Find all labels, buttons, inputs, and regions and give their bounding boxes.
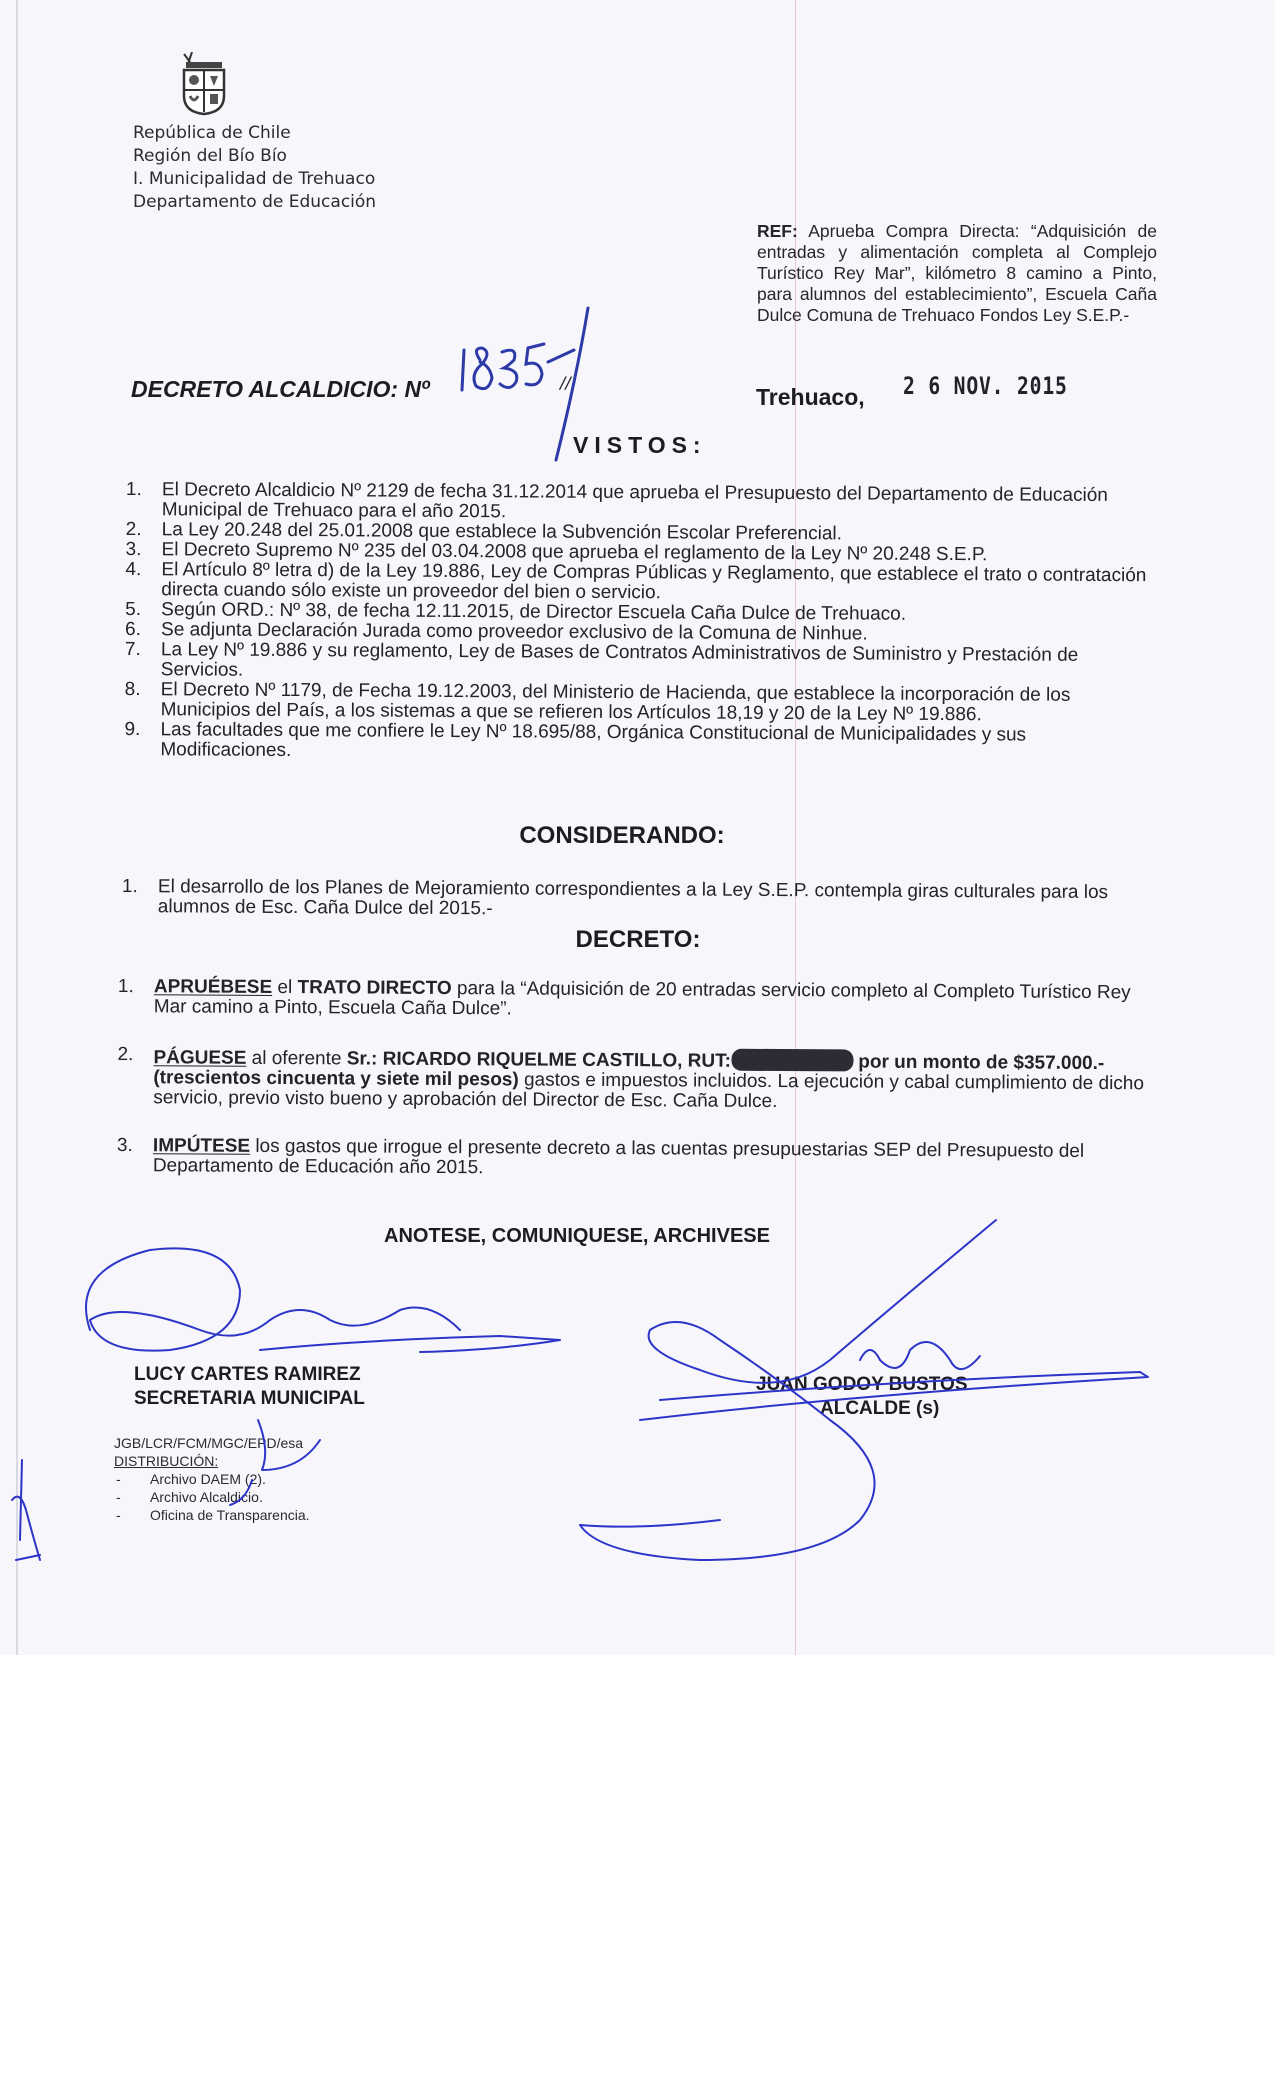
institution-header <box>133 122 376 214</box>
list-item: - Oficina de Transparencia. <box>114 1506 310 1524</box>
list-item: 8. El Decreto Nº 1179, de Fecha 19.12.2003, del Ministerio de Hacienda, que establece la incorporación de los Municipios del País, a los sistemas a que se refieren los Artículos 18,19 y 20 de la Ley Nº 19.886. <box>124 678 1071 726</box>
redacted-rut <box>731 1049 853 1072</box>
vistos-list <box>124 480 1150 766</box>
signature-stroke-right-underline <box>640 1372 1148 1420</box>
considerando-title: CONSIDERANDO: <box>519 822 725 849</box>
list-item: - Archivo Alcaldicio. <box>114 1488 310 1506</box>
considerando-list <box>122 877 1152 923</box>
decreto-list <box>117 977 1154 1210</box>
signer-name: LUCY CARTES RAMIREZ <box>134 1364 361 1385</box>
signature-stroke-left <box>86 1248 460 1350</box>
ref-text: Aprueba Compra Directa: “Adquisición de entradas y alimentación completa al Complejo Turístico Rey Mar”, kilómetro 8 camino a Pinto, para alumnos del establecimiento”, Escuela Caña Dulce Comuna de Trehuaco Fondos Ley S.E.P.- <box>757 221 1157 325</box>
initials: JGB/LCR/FCM/MGC/EPD/esa <box>114 1435 304 1451</box>
header-line: Departamento de Educación <box>133 192 377 212</box>
signer-title: SECRETARIA MUNICIPAL <box>134 1388 365 1409</box>
handwritten-signatures <box>0 1180 1275 1600</box>
header-line: República de Chile <box>133 123 291 143</box>
ref-label: REF: <box>757 221 798 241</box>
list-item: 2. La Ley 20.248 del 25.01.2008 que establece la Subvención Escolar Preferencial. <box>125 518 843 545</box>
signature-stroke-right-flourish <box>860 1342 980 1369</box>
signature-small-mark <box>230 1480 252 1505</box>
list-item: 1. El Decreto Alcaldicio Nº 2129 de fecha 31.12.2014 que aprueba el Presupuesto del Departamento de Educación Municipal de Trehuaco para el año 2015. <box>125 479 1108 523</box>
list-item: 6. Se adjunta Declaración Jurada como proveedor exclusivo de la Comuna de Ninhue. <box>125 618 868 645</box>
list-item: 9. Las facultades que me confiere le Ley Nº 18.695/88, Orgánica Constitucional de Municipalidades y sus Modificaciones. <box>124 718 1027 762</box>
list-item: 3. El Decreto Supremo Nº 235 del 03.04.2008 que aprueba el reglamento de la Ley Nº 20.248 S.E.P. <box>125 538 988 566</box>
coat-of-arms-icon <box>172 52 234 116</box>
list-item: 1. El desarrollo de los Planes de Mejoramiento correspondientes a la Ley S.E.P. contempla giras culturales para los alumnos de Esc. Caña Dulce del 2015.- <box>121 876 1109 920</box>
header-line: I. Municipalidad de Trehuaco <box>133 169 376 189</box>
svg-text://: // <box>560 373 571 392</box>
distribution-label: DISTRIBUCIÓN: <box>114 1453 219 1469</box>
signer-name: JUAN GODOY BUSTOS <box>756 1374 968 1395</box>
decreto-title: DECRETO: <box>575 926 701 953</box>
list-item: 4. El Artículo 8º letra d) de la Ley 19.886, Ley de Compras Públicas y Reglamento, que establece el trato o contratación directa cuando sólo existe un proveedor del bien o servicio. <box>125 558 1147 604</box>
margin-initials <box>12 1460 40 1560</box>
list-item: 7. La Ley Nº 19.886 y su reglamento, Ley de Bases de Contratos Administrativos de Suministro y Prestación de Servicios. <box>124 638 1079 681</box>
closing-line: ANOTESE, COMUNIQUESE, ARCHIVESE <box>384 1225 770 1247</box>
reference-block <box>757 221 1157 326</box>
header-line: Región del Bío Bío <box>133 146 287 166</box>
list-item: 2. PÁGUESE al oferente Sr.: RICARDO RIQUELME CASTILLO, RUT: por un monto de $357.000.- (trescientos cincuenta y siete mil pesos) gastos e impuestos incluidos. La ejecución y cabal cumplimiento de dicho servicio, previo visto bueno y aprobación del Director de Esc. Caña Dulce. <box>117 1043 1145 1113</box>
signature-stroke-left-tail <box>260 1336 560 1352</box>
vistos-title: VISTOS: <box>573 432 707 458</box>
list-item: 5. Según ORD.: Nº 38, de fecha 12.11.2015, de Director Escuela Caña Dulce de Trehuaco. <box>125 598 907 625</box>
decree-label: DECRETO ALCALDICIO: Nº <box>131 376 430 402</box>
date-stamp: 2 6 NOV. 2015 <box>903 372 1068 400</box>
list-item: 3. IMPÚTESE los gastos que irrogue el presente decreto a las cuentas presupuestarias SEP del Presupuesto del Departamento de Educación año 2015. <box>116 1134 1085 1179</box>
list-item: - Archivo DAEM (2). <box>114 1470 310 1488</box>
place: Trehuaco, <box>756 384 865 410</box>
signature-check-mark <box>258 1420 320 1470</box>
signer-title: ALCALDE (s) <box>820 1398 940 1419</box>
list-item: 1. APRUÉBESE el TRATO DIRECTO para la “Adquisición de 20 entradas servicio completo al Completo Turístico Rey Mar camino a Pinto, Escuela Caña Dulce”. <box>117 976 1131 1020</box>
